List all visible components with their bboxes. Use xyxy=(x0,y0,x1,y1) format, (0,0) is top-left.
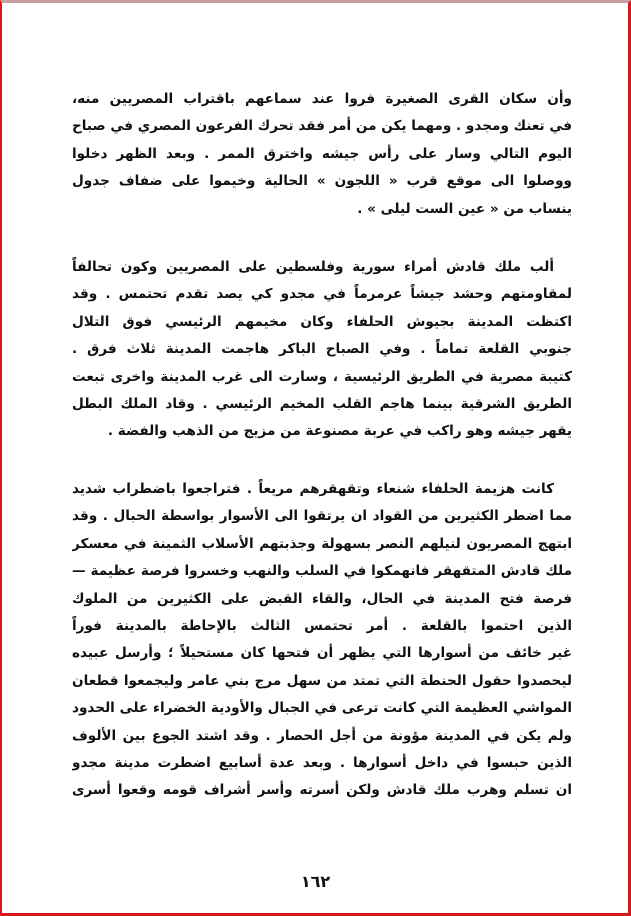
text-line: ان تسلم وهرب ملك قادش ولكن أسرته وأسر أشراف قومه وقعوا أسرى xyxy=(72,782,572,799)
page-number: ١٦٢ xyxy=(300,872,331,891)
text-line: اكتظت المدينة بجيوش الحلفاء وكان مخيمهم الرئيسي فوق التلال xyxy=(72,313,572,330)
text-line: يقهر جيشه وهو راكب في عربة مصنوعة من مزيج من الذهب والفضة . xyxy=(107,423,572,440)
text-line: ولم يكن في المدينة مؤونة من أجل الحصار . وقد اشتد الجوع بين الألوف xyxy=(72,727,572,744)
text-line: اليوم التالي وسار على رأس جيشه واخترق الممر . وبعد الظهر دخلوا xyxy=(72,145,572,162)
text-line: ووصلوا الى موقع قرب « اللجون » الحالية وخيموا على ضفاف جدول xyxy=(72,173,572,190)
text-line: في تعنك ومجدو . ومهما يكن من أمر فقد تحرك الفرعون المصري في صباح xyxy=(72,118,572,135)
paragraph-3 xyxy=(72,476,572,805)
text-line: غير خائف من أسوارها التي يظهر أن فتحها كان مستحيلاً ؛ وأرسل عبيده xyxy=(72,645,572,662)
text-line: كانت هزيمة الحلفاء شنعاء وتقهقرهم مريعاً . فتراجعوا باضطراب شديد xyxy=(72,481,554,497)
text-line: المواشي العظيمة التي كانت ترعى في الجبال والأودية الخضراء على الحدود xyxy=(72,700,572,717)
text-line: ألب ملك قادش أمراء سورية وفلسطين على المصريين وكون تحالفاً xyxy=(72,259,554,275)
text-line: ينساب من « عين الست ليلى » . xyxy=(357,200,572,217)
text-line: الذين احتموا بالقلعة . أمر تحتمس الثالث بالإحاطة بالمدينة فوراً xyxy=(72,617,572,634)
text-line: الذين حبسوا في داخل أسوارها . وبعد عدة أسابيع اضطرت مدينة مجدو xyxy=(72,754,572,771)
text-line: لمقاومتهم وحشد جيشاً عرمرماً في مجدو كي يصد تقدم تحتمس . وقد xyxy=(72,286,572,303)
text-line: ملك قادش المتقهقر فانهمكوا في السلب والنهب وخسروا فرصة عظيمة — xyxy=(72,563,572,580)
text-line: كتيبة مصرية في الطريق الرئيسية ، وسارت الى غرب المدينة واخرى تبعت xyxy=(72,368,572,385)
text-line: ابتهج المصريون لنيلهم النصر بسهولة وجذبتهم الأسلاب الثمينة في معسكر xyxy=(72,535,572,552)
text-line: مما اضطر الكثيرين من القواد ان يرتقوا الى الأسوار بواسطة الحبال . وقد xyxy=(72,508,572,525)
text-line: جنوبي القلعة تماماً . وفي الصباح الباكر هاجمت المدينة ثلاث فرق . xyxy=(72,341,572,358)
text-line: ليحصدوا حقول الحنطة التي تمتد من سهل مرج بني عامر وليجمعوا قطعان xyxy=(72,672,572,689)
paragraph-1 xyxy=(72,86,572,223)
text-line: فرصة فتح المدينة في الحال، والقاء القبض على الكثيرين من الملوك xyxy=(72,590,572,607)
paragraph-2 xyxy=(72,254,572,446)
text-line: الطريق الشرقية بينما هاجم القلب المخيم الرئيسي . وقاد الملك البطل xyxy=(72,395,572,412)
text-line: وأن سكان القرى الصغيرة فروا عند سماعهم باقتراب المصريين منه، xyxy=(72,91,572,107)
